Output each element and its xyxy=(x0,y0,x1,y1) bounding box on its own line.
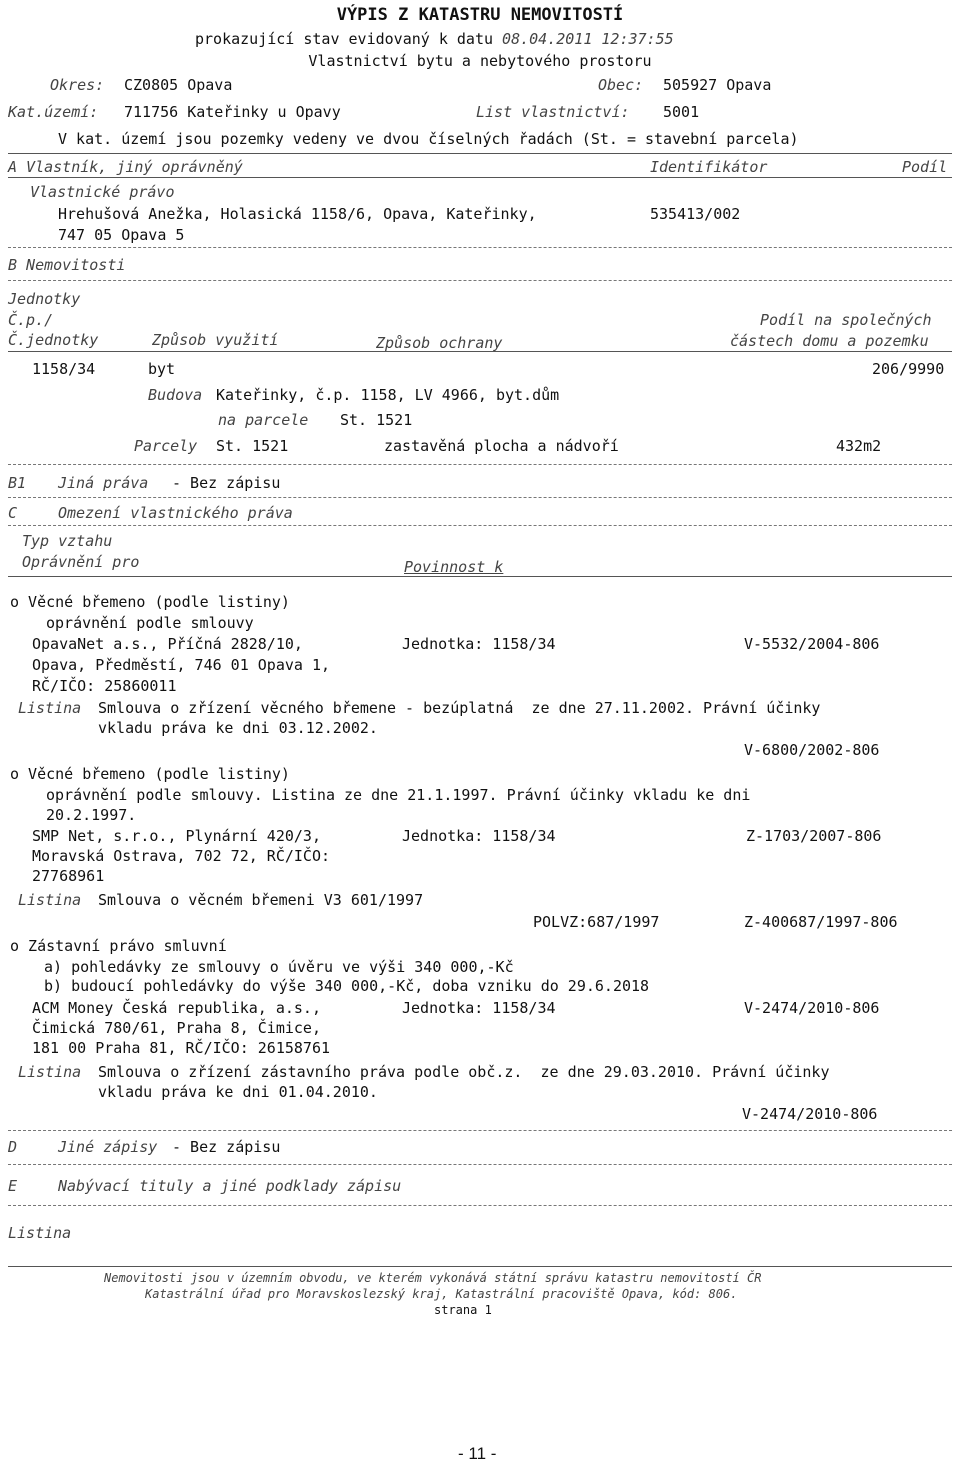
entry1-listina-label: Listina xyxy=(18,699,82,717)
col-zpusob-vyuziti: Způsob využití xyxy=(152,331,279,349)
unit-share: 206/9990 xyxy=(872,360,945,378)
entry1-ref: V-5532/2004-806 xyxy=(744,635,880,653)
entry3-claim-a: a) pohledávky ze smlouvy o úvěru ve výši 340 000,-Kč xyxy=(44,958,514,976)
entry2-party3: 27768961 xyxy=(32,867,105,885)
header-line2-prefix: prokazující stav evidovaný k datu xyxy=(195,30,494,48)
entry1-ref2: V-6800/2002-806 xyxy=(744,741,880,759)
section-d-value: - Bez zápisu xyxy=(172,1138,281,1156)
parcely-area: 432m2 xyxy=(836,437,882,455)
katuzemi-label: Kat.území: xyxy=(8,103,99,121)
entry3-unit: Jednotka: 1158/34 xyxy=(402,999,556,1017)
divider xyxy=(8,177,952,178)
obec-label: Obec: xyxy=(598,76,644,94)
divider xyxy=(8,153,952,154)
section-b1-value: - Bez zápisu xyxy=(172,474,281,492)
header-line3: Vlastnictví bytu a nebytového prostoru xyxy=(308,52,652,70)
obec-value: 505927 Opava xyxy=(663,76,772,94)
entry2-unit: Jednotka: 1158/34 xyxy=(402,827,556,845)
budova-value: Kateřinky, č.p. 1158, LV 4966, byt.dům xyxy=(216,386,560,404)
entry3-listina-line2: vkladu práva ke dni 01.04.2010. xyxy=(98,1083,378,1101)
entry1-sub: oprávnění podle smlouvy xyxy=(46,614,254,632)
katuzemi-value: 711756 Kateřinky u Opavy xyxy=(124,103,341,121)
typ-vztahu-label: Typ vztahu xyxy=(22,532,113,550)
col-zpusob-ochrany: Způsob ochrany xyxy=(376,334,503,352)
divider xyxy=(8,1205,952,1206)
entry1-listina-line1: Smlouva o zřízení věcného břemene - bezúplatná ze dne 27.11.2002. Právní účinky xyxy=(98,699,821,717)
entry1-listina-line2: vkladu práva ke dni 03.12.2002. xyxy=(98,719,378,737)
entry2-ref: Z-1703/2007-806 xyxy=(746,827,882,845)
section-d-label: D xyxy=(8,1138,18,1156)
vlastnicke-pravo-label: Vlastnické právo xyxy=(30,183,175,201)
col-cp: Č.p./ xyxy=(8,311,54,329)
entry3-listina-label: Listina xyxy=(18,1063,82,1081)
divider xyxy=(8,351,952,352)
divider xyxy=(8,464,952,465)
parcely-value: St. 1521 xyxy=(216,437,289,455)
col-cjednotky: Č.jednotky xyxy=(8,331,99,349)
entry2-ref2: Z-400687/1997-806 xyxy=(744,913,898,931)
section-b1-heading: Jiná práva xyxy=(58,474,149,492)
entry2-title: o Věcné břemeno (podle listiny) xyxy=(10,765,290,783)
footer-line1: Nemovitosti jsou v územním obvodu, ve kterém vykonává státní správu katastru nemovitostí ČR xyxy=(104,1271,762,1285)
entry2-listina-label: Listina xyxy=(18,891,82,909)
entry2-listina-line1: Smlouva o věcném břemeni V3 601/1997 xyxy=(98,891,424,909)
col-podil-2: částech domu a pozemku xyxy=(730,332,929,350)
footer-line2: Katastrální úřad pro Moravskoslezský kraj, Katastrální pracoviště Opava, kód: 806. xyxy=(145,1287,738,1301)
entry1-unit: Jednotka: 1158/34 xyxy=(402,635,556,653)
okres-label: Okres: xyxy=(50,76,105,94)
col-identifikator: Identifikátor xyxy=(650,158,768,176)
divider xyxy=(8,280,952,281)
entry3-ref: V-2474/2010-806 xyxy=(744,999,880,1017)
unit-number: 1158/34 xyxy=(32,360,96,378)
section-b1-label: B1 xyxy=(8,474,27,492)
owner-line2: 747 05 Opava 5 xyxy=(58,226,185,244)
entry3-party2: Čimická 780/61, Praha 8, Čimice, xyxy=(32,1019,321,1037)
divider xyxy=(8,1164,952,1165)
entry2-sub2: 20.2.1997. xyxy=(46,806,137,824)
lv-value: 5001 xyxy=(663,103,700,121)
entry1-party2: Opava, Předměstí, 746 01 Opava 1, xyxy=(32,656,331,674)
entry2-party2: Moravská Ostrava, 702 72, RČ/IČO: xyxy=(32,847,331,865)
entry1-party1: OpavaNet a.s., Příčná 2828/10, xyxy=(32,635,303,653)
parcely-label: Parcely xyxy=(134,437,198,455)
divider xyxy=(8,525,952,526)
entry3-party3: 181 00 Praha 81, RČ/IČO: 26158761 xyxy=(32,1039,331,1057)
listina-heading: Listina xyxy=(8,1224,72,1242)
jednotky-label: Jednotky xyxy=(8,290,81,308)
owner-line1: Hrehušová Anežka, Holasická 1158/6, Opava, Kateřinky, xyxy=(58,205,537,223)
divider xyxy=(8,1266,952,1267)
parcely-use: zastavěná plocha a nádvoří xyxy=(384,437,619,455)
entry3-party1: ACM Money Česká republika, a.s., xyxy=(32,999,321,1017)
okres-value: CZ0805 Opava xyxy=(124,76,233,94)
document-title: VÝPIS Z KATASTRU NEMOVITOSTÍ xyxy=(336,5,624,25)
entry1-party3: RČ/IČO: 25860011 xyxy=(32,677,177,695)
na-parcele-value: St. 1521 xyxy=(340,411,413,429)
section-a-heading: A Vlastník, jiný oprávněný xyxy=(8,158,243,176)
divider xyxy=(8,1130,952,1131)
entry1-title: o Věcné břemeno (podle listiny) xyxy=(10,593,290,611)
unit-use: byt xyxy=(148,360,176,378)
povinnost-k-label: Povinnost k xyxy=(404,558,504,576)
lv-label: List vlastnictví: xyxy=(476,103,630,121)
header-line2 xyxy=(195,29,674,49)
section-b-heading: B Nemovitosti xyxy=(8,256,126,274)
header-line2-date: 08.04.2011 12:37:55 xyxy=(502,30,674,48)
section-d-heading: Jiné zápisy xyxy=(58,1138,158,1156)
entry3-title: o Zástavní právo smluvní xyxy=(10,937,227,955)
section-c-heading: Omezení vlastnického práva xyxy=(58,504,293,522)
entry2-sub1: oprávnění podle smlouvy. Listina ze dne 21.1.1997. Právní účinky vkladu ke dni xyxy=(46,786,751,804)
section-e-label: E xyxy=(8,1177,18,1195)
entry3-claim-b: b) budoucí pohledávky do výše 340 000,-Kč, doba vzniku do 29.6.2018 xyxy=(44,977,650,995)
divider xyxy=(8,576,952,577)
entry2-party1: SMP Net, s.r.o., Plynární 420/3, xyxy=(32,827,321,845)
entry3-listina-line1: Smlouva o zřízení zástavního práva podle obč.z. ze dne 29.03.2010. Právní účinky xyxy=(98,1063,830,1081)
opravneni-pro-label: Oprávnění pro xyxy=(22,553,140,571)
footer-page-label: strana 1 xyxy=(434,1303,492,1317)
entry3-ref2: V-2474/2010-806 xyxy=(742,1105,878,1123)
entry2-polvz: POLVZ:687/1997 xyxy=(533,913,660,931)
col-podil: Podíl xyxy=(902,158,948,176)
na-parcele-label: na parcele xyxy=(218,411,309,429)
col-podil-1: Podíl na společných xyxy=(760,311,932,329)
divider xyxy=(8,247,952,248)
divider xyxy=(8,497,952,498)
page-number: - 11 - xyxy=(458,1444,497,1463)
section-e-heading: Nabývací tituly a jiné podklady zápisu xyxy=(58,1177,402,1195)
owner-id: 535413/002 xyxy=(650,205,741,223)
section-c-label: C xyxy=(8,504,18,522)
parcel-series-note: V kat. území jsou pozemky vedeny ve dvou číselných řadách (St. = stavební parcela) xyxy=(58,130,799,148)
budova-label: Budova xyxy=(148,386,203,404)
